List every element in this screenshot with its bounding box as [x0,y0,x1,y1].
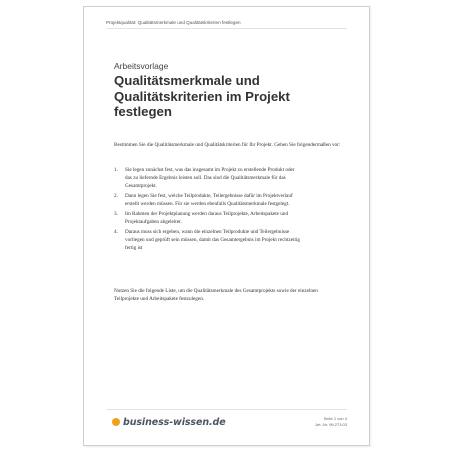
step-number: 2. [114,193,118,199]
business-wissen-logo [112,415,226,429]
step-text: Daraus muss sich ergeben, wann die einzelnen Teilprodukte und Teilergebnisse vorliegen und geprüft sein müssen, damit das Gesamtergebnis im Projekt rechtzeitig fertig ist [125,229,300,251]
article-number: Art.-Nr. 99.273.03 [315,422,347,427]
list-item [114,166,342,190]
document-page [83,6,370,446]
list-item [114,228,342,252]
page-info: Seite 1 von 4 [323,416,347,421]
steps-list [114,166,342,254]
running-header: Projektqualität: Qualitätsmerkmale und Qualitätskriterien festlegen [106,20,241,25]
outro-paragraph: Nutzen Sie die folgende Liste, um die Qualitätsmerkmale des Gesamtprojekts sowie der einzelnen Teilprojekte und Arbeitspakete festzulegen. [114,288,318,302]
step-number: 4. [114,229,118,235]
footer-divider [106,409,347,410]
step-text: Dann legen Sie fest, welche Teilprodukte, Teilergebnisse dafür im Projektverlauf erstellt werden müssen. Für sie werden ebenfalls Qualitätsmerkmale festgelegt. [125,193,293,207]
header-divider [106,28,347,29]
step-text: Sie legen zunächst fest, was das insgesamt im Projekt zu erstellende Produkt oder das zu liefernde Ergebnis leisten soll. Das sind die Qualitätsmerkmale für das Gesamtprojekt. [125,167,295,189]
logo-dot-icon [112,418,120,426]
step-number: 1. [114,167,118,173]
step-number: 3. [114,211,118,217]
logo-text: business-wissen.de [123,416,226,428]
list-item [114,210,342,226]
document-kicker: Arbeitsvorlage [114,61,169,71]
footer-meta [315,416,347,428]
list-item [114,192,342,208]
intro-paragraph: Bestimmen Sie die Qualitätsmerkmale und Qualitätskriterien für Ihr Projekt. Gehen Sie folgendermaßen vor: [114,142,341,148]
document-title: Qualitätsmerkmale und Qualitätskriterien im Projekt festlegen [114,73,290,119]
step-text: Im Rahmen der Projektplanung werden daraus Teilprojekte, Arbeitspakete und Projektaufgaben abgeleitet. [125,211,289,225]
